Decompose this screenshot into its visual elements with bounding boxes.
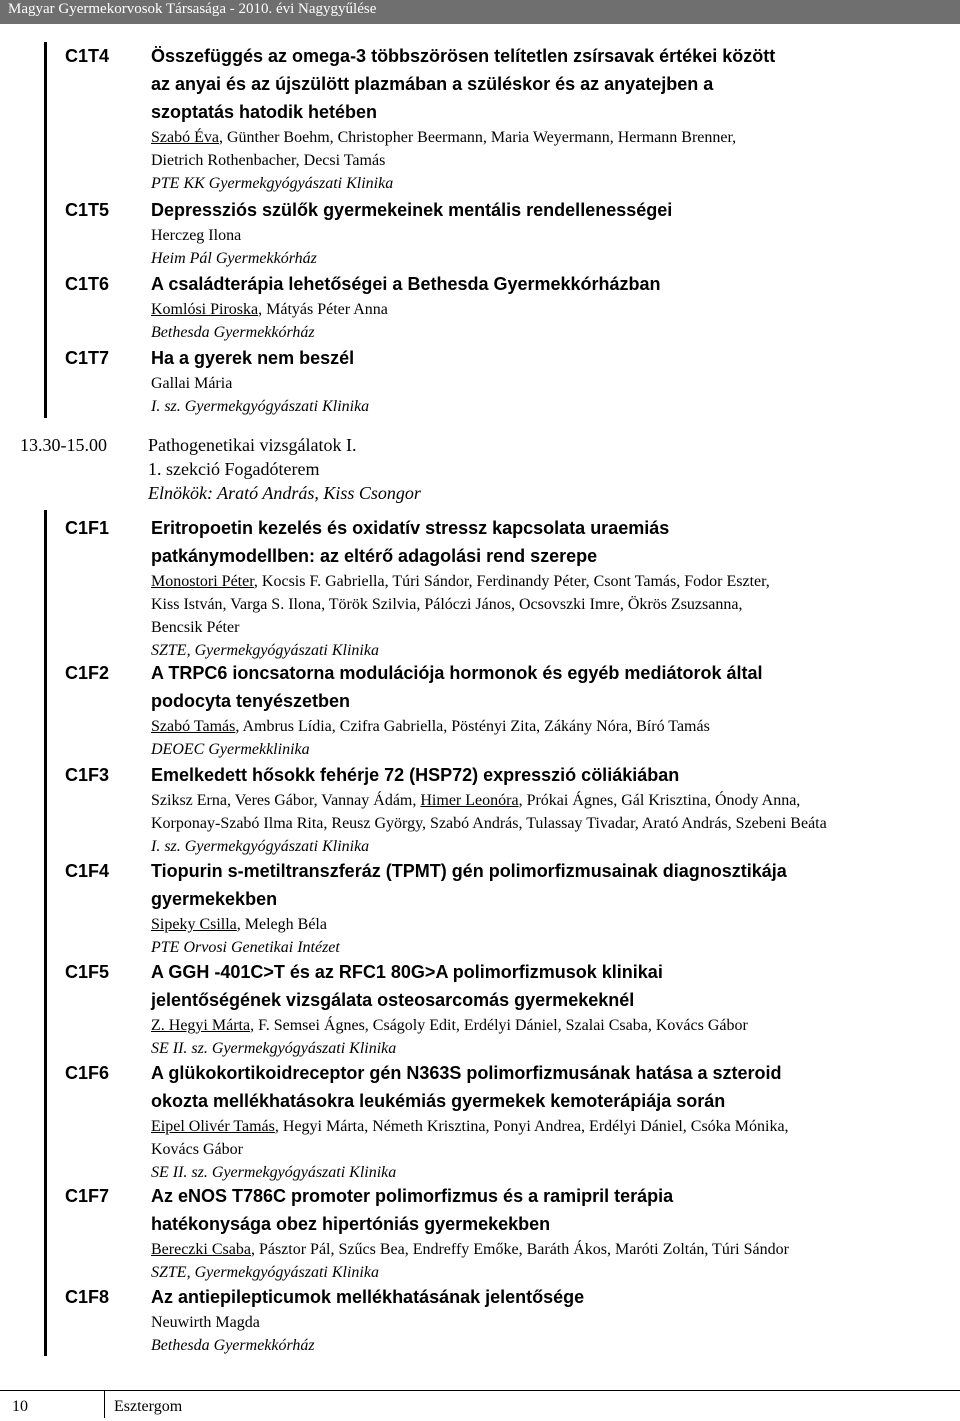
abstract-authors (151, 1115, 951, 1138)
presenting-author: Komlósi Piroska (151, 301, 259, 318)
abstract-authors: Gallai Mária (151, 375, 233, 392)
abstract-code: C1F1 (65, 518, 110, 538)
presenting-author: Sipeky Csilla (151, 916, 237, 933)
abstract-institution: SZTE, Gyermekgyógyászati Klinika (151, 1264, 379, 1281)
abstract-code: C1T7 (65, 348, 110, 368)
abstract-authors (151, 789, 951, 812)
co-authors: , Melegh Béla (236, 916, 327, 933)
co-authors: , Mátyás Péter Anna (258, 301, 388, 318)
abstract-code: C1F2 (65, 663, 110, 683)
abstract-code: C1T6 (65, 274, 110, 294)
abstract-institution: I. sz. Gyermekgyógyászati Klinika (151, 398, 370, 415)
presenting-author: Szabó Tamás (151, 718, 236, 735)
session-chairs: Elnökök: Arató András, Kiss Csongor (148, 483, 421, 503)
abstract-code: C1F8 (65, 1287, 110, 1307)
abstract-code: C1F3 (65, 765, 110, 785)
co-authors: , Hegyi Márta, Németh Krisztina, Ponyi Andrea, Erdélyi Dániel, Csóka Mónika, (274, 1118, 789, 1135)
co-authors: , Pásztor Pál, Szűcs Bea, Endreffy Emőke, Baráth Ákos, Maróti Zoltán, Túri Sándor (250, 1241, 789, 1258)
abstract-institution: Bethesda Gyermekkórház (151, 324, 315, 341)
abstract-code: C1T5 (65, 200, 110, 220)
abstract-institution: Bethesda Gyermekkórház (151, 1337, 315, 1354)
abstract-authors (151, 1238, 951, 1261)
abstract-authors (151, 1014, 951, 1037)
abstract-institution: Heim Pál Gyermekkórház (151, 250, 317, 267)
footer-divider (104, 1390, 105, 1418)
session-room: 1. szekció Fogadóterem (148, 459, 320, 479)
abstract-title-line: szoptatás hatodik hetében (151, 102, 378, 122)
abstract-code: C1F6 (65, 1063, 110, 1083)
abstract-code: C1F4 (65, 861, 110, 881)
abstract-institution: DEOEC Gyermekklinika (151, 741, 310, 758)
abstract-authors-line: Dietrich Rothenbacher, Decsi Tamás (151, 152, 386, 169)
abstract-institution: SE II. sz. Gyermekgyógyászati Klinika (151, 1040, 397, 1057)
abstract-institution: SZTE, Gyermekgyógyászati Klinika (151, 642, 379, 659)
co-authors: , Kocsis F. Gabriella, Túri Sándor, Ferdinandy Péter, Csont Tamás, Fodor Eszter, (253, 573, 770, 590)
presenting-author: Bereczki Csaba (151, 1241, 251, 1258)
abstract-title-line: hatékonysága obez hipertóniás gyermekekben (151, 1214, 551, 1234)
abstract-title-line: Emelkedett hősokk fehérje 72 (HSP72) expresszió cöliákiában (151, 765, 680, 785)
co-authors: , Günther Boehm, Christopher Beermann, Maria Weyermann, Hermann Brenner, (218, 129, 737, 146)
abstract-authors-line: Bencsik Péter (151, 619, 240, 636)
abstract-title-line: az anyai és az újszülött plazmában a szüléskor és az anyatejben a (151, 74, 714, 94)
abstract-institution: I. sz. Gyermekgyógyászati Klinika (151, 838, 370, 855)
page-footer (0, 1390, 960, 1421)
co-authors-before: Sziksz Erna, Veres Gábor, Vannay Ádám, (151, 792, 421, 809)
abstract-authors (151, 298, 951, 321)
abstract-authors (151, 715, 951, 738)
abstract-title-line: A TRPC6 ioncsatorna modulációja hormonok és egyéb mediátorok által (151, 663, 763, 683)
abstract-title-line: podocyta tenyészetben (151, 691, 351, 711)
abstract-authors-line: Kovács Gábor (151, 1141, 243, 1158)
abstract-authors-line: Korponay-Szabó Ilma Rita, Reusz György, Szabó András, Tulassay Tivadar, Arató András, Szebeni Beáta (151, 815, 827, 832)
abstract-title-line: okozta mellékhatásokra leukémiás gyermekek kemoterápiája során (151, 1091, 726, 1111)
abstract-code: C1F7 (65, 1186, 110, 1206)
abstract-institution: PTE Orvosi Genetikai Intézet (151, 939, 340, 956)
abstract-title-line: A GGH -401C>T és az RFC1 80G>A polimorfizmusok klinikai (151, 962, 663, 982)
presenting-author: Himer Leonóra (420, 792, 519, 809)
abstract-title-line: A glükokortikoidreceptor gén N363S polimorfizmusának hatása a szteroid (151, 1063, 782, 1083)
abstract-code: C1F5 (65, 962, 110, 982)
co-authors: , Prókai Ágnes, Gál Krisztina, Ónody Anna, (518, 792, 801, 809)
footer-rule (0, 1390, 960, 1391)
abstract-authors (151, 570, 951, 593)
abstract-title-line: Eritropoetin kezelés és oxidatív stressz kapcsolata uraemiás (151, 518, 670, 538)
abstract-title-line: jelentőségének vizsgálata osteosarcomás gyermekeknél (151, 990, 635, 1010)
abstract-code: C1T4 (65, 46, 110, 66)
presenting-author: Monostori Péter (151, 573, 254, 590)
presenting-author: Szabó Éva (151, 129, 219, 146)
session-time: 13.30-15.00 (20, 435, 107, 455)
co-authors: , Ambrus Lídia, Czifra Gabriella, Pöstényi Zita, Zákány Nóra, Bíró Tamás (235, 718, 710, 735)
abstract-authors (151, 126, 951, 149)
abstract-authors: Neuwirth Magda (151, 1314, 260, 1331)
abstract-title-line: gyermekekben (151, 889, 278, 909)
abstract-authors-line: Kiss István, Varga S. Ilona, Török Szilvia, Pálóczi János, Ocsovszki Imre, Ökrös Zsuzsanna, (151, 596, 743, 613)
abstract-block-2 (44, 510, 827, 1356)
presenting-author: Eipel Olivér Tamás (151, 1118, 275, 1135)
abstract-title-line: Ha a gyerek nem beszél (151, 348, 355, 368)
presenting-author: Z. Hegyi Márta (151, 1017, 251, 1034)
co-authors: , F. Semsei Ágnes, Cságoly Edit, Erdélyi Dániel, Szalai Csaba, Kovács Gábor (250, 1017, 748, 1034)
session-name: Pathogenetikai vizsgálatok I. (148, 435, 357, 455)
abstract-institution: SE II. sz. Gyermekgyógyászati Klinika (151, 1164, 397, 1181)
abstract-title-line: Az antiepilepticumok mellékhatásának jelentősége (151, 1287, 585, 1307)
abstract-block-1 (44, 42, 776, 418)
abstract-title-line: Depressziós szülők gyermekeinek mentális rendellenességei (151, 200, 673, 220)
page-header (0, 0, 960, 24)
footer-place: Esztergom (114, 1398, 183, 1415)
abstract-title-line: patkánymodellben: az eltérő adagolási rend szerepe (151, 546, 598, 566)
abstract-authors (151, 913, 951, 936)
abstract-title-line: Az eNOS T786C promoter polimorfizmus és a ramipril terápia (151, 1186, 674, 1206)
abstract-title-line: A családterápia lehetőségei a Bethesda Gyermekkórházban (151, 274, 661, 294)
page-number: 10 (12, 1398, 28, 1415)
abstract-title-line: Összefüggés az omega-3 többszörösen telítetlen zsírsavak értékei között (151, 46, 776, 66)
abstract-institution: PTE KK Gyermekgyógyászati Klinika (151, 175, 394, 192)
abstract-title-line: Tiopurin s-metiltranszferáz (TPMT) gén polimorfizmusainak diagnosztikája (151, 861, 787, 881)
header-title: Magyar Gyermekorvosok Társasága - 2010. évi Nagygyűlése (8, 1, 377, 17)
abstract-authors: Herczeg Ilona (151, 227, 242, 244)
